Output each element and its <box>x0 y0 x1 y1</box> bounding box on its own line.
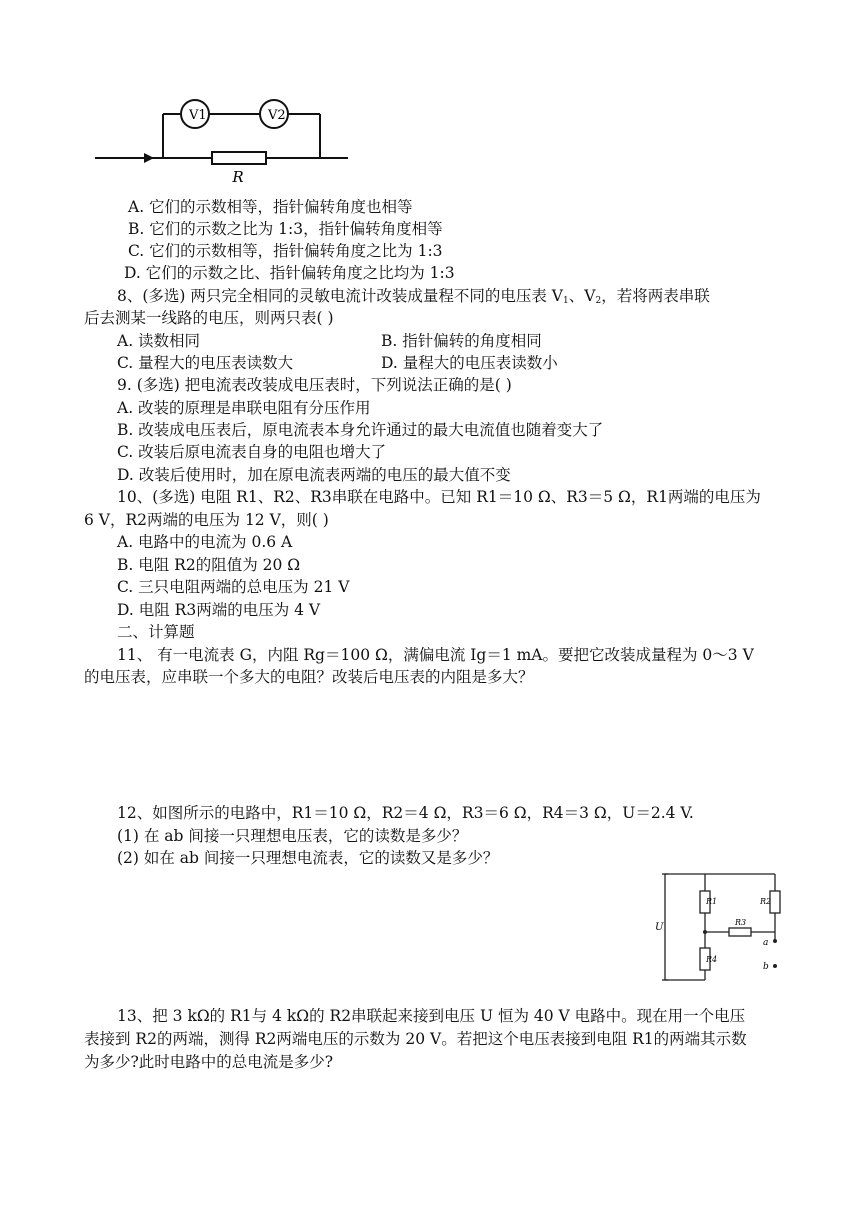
q8-option-d: D. 量程大的电压表读数小 <box>381 354 558 372</box>
q10-stem: 10、(多选) 电阻 R1、R2、R3串联在电路中。已知 R1＝10 Ω、R3＝5 Ω，R1两端的电压为 <box>117 488 761 506</box>
q9-option-c: C. 改装后原电流表自身的电阻也增大了 <box>117 443 387 461</box>
circuit-diagram-r1-r4 <box>655 866 790 988</box>
q8-stem: 8、(多选) 两只完全相同的灵敏电流计改装成量程不同的电压表 $V_1$、$V_2$，若将两表串联 <box>117 287 710 306</box>
q7-option-d: D. 它们的示数之比、指针偏转角度之比均为 1:3 <box>124 264 455 282</box>
circuit-diagram-voltmeters <box>90 92 360 187</box>
a-label: a <box>763 938 769 948</box>
q10-stem-cont: 6 V，R2两端的电压为 12 V，则( ) <box>84 511 329 529</box>
section-heading: 二、计算题 <box>117 623 195 641</box>
voltmeter-2-label: V2 <box>268 108 286 123</box>
q8-stem-cont: 后去测某一线路的电压，则两只表( ) <box>84 309 334 327</box>
q12-stem: 12、如图所示的电路中，R1＝10 Ω，R2＝4 Ω，R3＝6 Ω，R4＝3 Ω，U＝2.4 V. <box>117 804 694 822</box>
q7-option-a: A. 它们的示数相等，指针偏转角度也相等 <box>128 198 413 216</box>
voltmeter-1-label: V1 <box>189 108 207 123</box>
q9-option-d: D. 改装后使用时，加在原电流表两端的电压的最大值不变 <box>117 466 511 484</box>
q11-stem-cont: 的电压表，应串联一个多大的电阻？改装后电压表的内阻是多大？ <box>84 668 534 686</box>
q8-option-a: A. 读数相同 <box>117 332 201 350</box>
r4-label: R4 <box>706 955 718 964</box>
q12-part-1: (1) 在 ab 间接一只理想电压表，它的读数是多少？ <box>117 827 468 845</box>
q9-option-a: A. 改装的原理是串联电阻有分压作用 <box>117 399 371 417</box>
q8-option-b: B. 指针偏转的角度相同 <box>381 332 542 350</box>
resistor-label: R <box>232 168 244 186</box>
r3-label: R3 <box>735 918 747 927</box>
q13-stem-cont: 表接到 R2的两端，测得 R2两端电压的示数为 20 V。若把这个电压表接到电阻 R1的两端其示数 <box>84 1030 747 1048</box>
u-label: U <box>655 922 664 933</box>
q13-stem: 13、把 3 kΩ的 R1与 4 kΩ的 R2串联起来接到电压 U 恒为 40 V 电路中。现在用一个电压 <box>117 1007 746 1025</box>
q10-option-c: C. 三只电阻两端的总电压为 21 V <box>117 578 350 596</box>
r2-label: R2 <box>760 897 772 906</box>
q13-stem-end: 为多少?此时电路中的总电流是多少? <box>84 1053 334 1071</box>
q9-option-b: B. 改装成电压表后，原电流表本身允许通过的最大电流值也随着变大了 <box>117 421 604 439</box>
q12-part-2: (2) 如在 ab 间接一只理想电流表，它的读数又是多少？ <box>117 849 499 867</box>
q9-stem: 9. (多选) 把电流表改装成电压表时，下列说法正确的是( ) <box>117 376 512 394</box>
b-label: b <box>763 962 769 972</box>
q11-stem: 11、 有一电流表 G，内阻 Rg＝100 Ω，满偏电流 Ig＝1 mA。要把它改装成量程为 0～3 V <box>117 646 754 664</box>
q10-option-b: B. 电阻 R2的阻值为 20 Ω <box>117 556 301 574</box>
q7-option-c: C. 它们的示数相等，指针偏转角度之比为 1:3 <box>128 242 443 260</box>
r1-label: R1 <box>706 897 718 906</box>
q7-option-b: B. 它们的示数之比为 1:3，指针偏转角度相等 <box>128 220 443 238</box>
q10-option-a: A. 电路中的电流为 0.6 A <box>117 533 293 551</box>
q8-option-c: C. 量程大的电压表读数大 <box>117 354 294 372</box>
q10-option-d: D. 电阻 R3两端的电压为 4 V <box>117 601 321 619</box>
